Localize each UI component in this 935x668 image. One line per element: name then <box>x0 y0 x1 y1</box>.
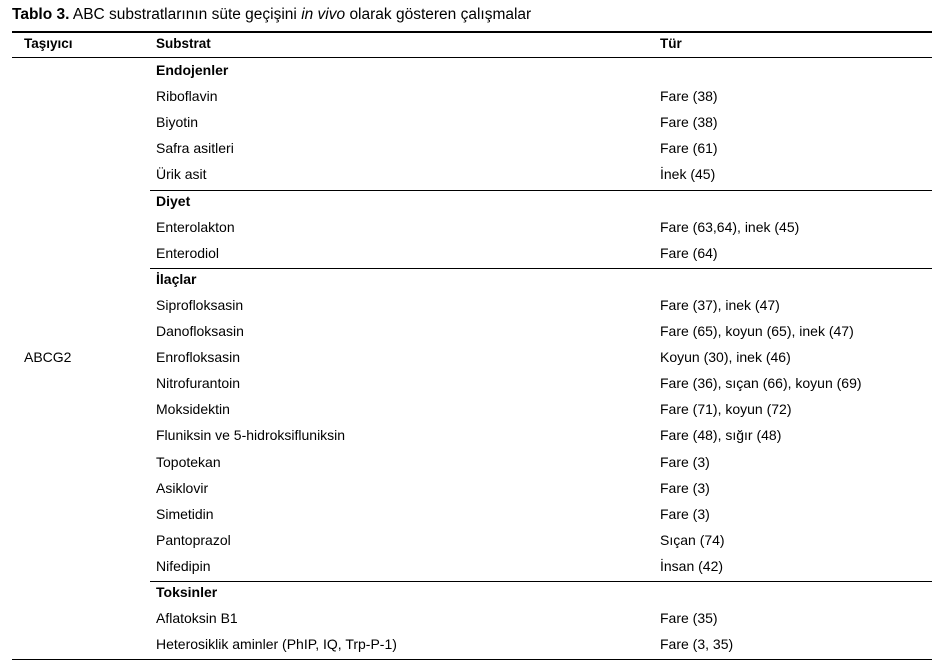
species-cell: İnsan (42) <box>660 557 724 574</box>
species-cell: Fare (3, 35) <box>660 636 734 653</box>
species-cell: Fare (61) <box>660 140 718 157</box>
species-cell: Koyun (30), inek (46) <box>660 349 791 366</box>
category-label: Endojenler <box>156 62 229 78</box>
substrate-cell: Enterodiol <box>156 244 220 261</box>
substrate-cell: Nitrofurantoin <box>156 375 241 392</box>
species-cell: Fare (35) <box>660 610 718 627</box>
group-divider <box>150 268 932 269</box>
substrate-cell: Ürik asit <box>156 166 207 183</box>
category-label: Diyet <box>156 192 191 209</box>
species-cell: Fare (38) <box>660 88 718 105</box>
species-cell: Fare (63,64), inek (45) <box>660 218 800 235</box>
table-top-rule <box>12 31 932 33</box>
header-substrate: Substrat <box>156 36 211 51</box>
table-caption <box>12 6 531 24</box>
category-label: İlaçlar <box>156 270 197 287</box>
substrate-cell: Siprofloksasin <box>156 296 244 313</box>
species-cell: Fare (48), sığır (48) <box>660 427 782 444</box>
caption-text-italic: in vivo <box>301 6 346 23</box>
substrate-cell: Pantoprazol <box>156 531 231 548</box>
carrier-value: ABCG2 <box>24 349 72 365</box>
substrate-cell: Danofloksasin <box>156 323 244 339</box>
substrate-cell: Enrofloksasin <box>156 349 241 366</box>
category-label: Toksinler <box>156 584 218 600</box>
species-cell: Fare (71), koyun (72) <box>660 401 792 418</box>
species-cell: Sıçan (74) <box>660 531 725 548</box>
species-cell: Fare (3) <box>660 479 710 496</box>
species-cell: Fare (38) <box>660 114 718 131</box>
substrate-cell: Moksidektin <box>156 401 230 418</box>
header-species: Tür <box>660 36 682 51</box>
species-cell: Fare (37), inek (47) <box>660 296 780 313</box>
substrate-cell: Enterolakton <box>156 218 235 235</box>
caption-text-after: olarak gösteren çalışmalar <box>349 6 532 23</box>
group-divider <box>150 190 932 191</box>
substrate-cell: Nifedipin <box>156 557 211 574</box>
species-cell: Fare (3) <box>660 505 710 522</box>
substrate-cell: Safra asitleri <box>156 140 234 157</box>
substrate-cell: Aflatoksin B1 <box>156 610 238 627</box>
substrate-cell: Asiklovir <box>156 479 209 496</box>
header-carrier: Taşıyıcı <box>24 36 73 51</box>
header-bottom-rule <box>12 57 932 58</box>
group-divider <box>150 581 932 582</box>
species-cell: Fare (36), sıçan (66), koyun (69) <box>660 375 862 392</box>
substrate-cell: Biyotin <box>156 114 199 131</box>
caption-text-before: ABC substratlarının süte geçişini <box>72 6 297 23</box>
caption-label: Tablo 3. <box>12 6 70 23</box>
substrate-cell: Heterosiklik aminler (PhIP, IQ, Trp-P-1) <box>156 636 397 653</box>
table-bottom-rule <box>12 659 932 660</box>
substrate-cell: Riboflavin <box>156 88 218 105</box>
species-cell: Fare (64) <box>660 244 718 261</box>
species-cell: Fare (65), koyun (65), inek (47) <box>660 323 854 339</box>
species-cell: Fare (3) <box>660 453 710 470</box>
substrate-cell: Simetidin <box>156 505 214 522</box>
substrate-cell: Topotekan <box>156 453 221 470</box>
species-cell: İnek (45) <box>660 166 716 183</box>
substrate-cell: Fluniksin ve 5-hidroksifluniksin <box>156 427 346 444</box>
